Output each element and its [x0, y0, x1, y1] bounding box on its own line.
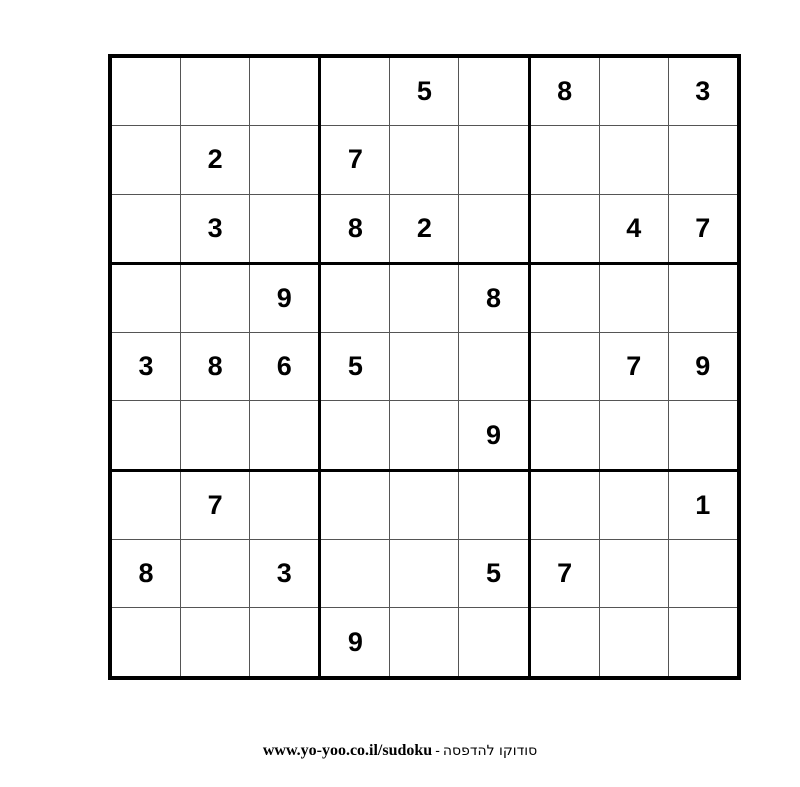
cell-r8c6[interactable] — [529, 608, 599, 678]
table-row — [110, 608, 739, 678]
cell-r3c2[interactable]: 9 — [250, 263, 320, 332]
cell-r5c5[interactable]: 9 — [459, 401, 529, 470]
cell-r5c2[interactable] — [250, 401, 320, 470]
cell-r8c0[interactable] — [110, 608, 181, 678]
cell-r1c7[interactable] — [599, 126, 668, 194]
cell-r6c8[interactable]: 1 — [668, 470, 739, 539]
cell-r4c5[interactable] — [459, 333, 529, 401]
cell-r1c6[interactable] — [529, 126, 599, 194]
cell-r0c4[interactable]: 5 — [390, 56, 459, 126]
cell-r0c1[interactable] — [181, 56, 250, 126]
cell-r0c7[interactable] — [599, 56, 668, 126]
cell-r6c3[interactable] — [320, 470, 390, 539]
cell-r2c3[interactable]: 8 — [320, 194, 390, 263]
cell-r7c2[interactable]: 3 — [250, 540, 320, 608]
cell-r4c6[interactable] — [529, 333, 599, 401]
footer-credit — [0, 742, 800, 760]
cell-r5c7[interactable] — [599, 401, 668, 470]
cell-r3c4[interactable] — [390, 263, 459, 332]
cell-r7c8[interactable] — [668, 540, 739, 608]
cell-r0c5[interactable] — [459, 56, 529, 126]
cell-r2c7[interactable]: 4 — [599, 194, 668, 263]
cell-r5c3[interactable] — [320, 401, 390, 470]
sudoku-grid-body — [110, 56, 739, 678]
cell-r6c5[interactable] — [459, 470, 529, 539]
cell-r1c4[interactable] — [390, 126, 459, 194]
cell-r3c7[interactable] — [599, 263, 668, 332]
footer-dash: - — [435, 742, 440, 758]
cell-r3c6[interactable] — [529, 263, 599, 332]
cell-r6c0[interactable] — [110, 470, 181, 539]
table-row — [110, 126, 739, 194]
table-row — [110, 333, 739, 401]
cell-r1c2[interactable] — [250, 126, 320, 194]
cell-r5c4[interactable] — [390, 401, 459, 470]
cell-r7c7[interactable] — [599, 540, 668, 608]
cell-r0c6[interactable]: 8 — [529, 56, 599, 126]
cell-r2c5[interactable] — [459, 194, 529, 263]
cell-r1c8[interactable] — [668, 126, 739, 194]
cell-r6c7[interactable] — [599, 470, 668, 539]
sudoku-board[interactable] — [108, 54, 721, 660]
cell-r7c3[interactable] — [320, 540, 390, 608]
cell-r0c3[interactable] — [320, 56, 390, 126]
table-row — [110, 56, 739, 126]
table-row — [110, 401, 739, 470]
table-row — [110, 540, 739, 608]
cell-r3c3[interactable] — [320, 263, 390, 332]
cell-r7c4[interactable] — [390, 540, 459, 608]
cell-r4c7[interactable]: 7 — [599, 333, 668, 401]
cell-r6c1[interactable]: 7 — [181, 470, 250, 539]
cell-r7c6[interactable]: 7 — [529, 540, 599, 608]
cell-r8c7[interactable] — [599, 608, 668, 678]
cell-r4c4[interactable] — [390, 333, 459, 401]
cell-r5c0[interactable] — [110, 401, 181, 470]
cell-r2c8[interactable]: 7 — [668, 194, 739, 263]
cell-r1c3[interactable]: 7 — [320, 126, 390, 194]
cell-r2c6[interactable] — [529, 194, 599, 263]
table-row — [110, 470, 739, 539]
cell-r4c8[interactable]: 9 — [668, 333, 739, 401]
cell-r0c8[interactable]: 3 — [668, 56, 739, 126]
cell-r7c0[interactable]: 8 — [110, 540, 181, 608]
cell-r0c0[interactable] — [110, 56, 181, 126]
cell-r6c4[interactable] — [390, 470, 459, 539]
cell-r5c6[interactable] — [529, 401, 599, 470]
cell-r1c0[interactable] — [110, 126, 181, 194]
cell-r2c1[interactable]: 3 — [181, 194, 250, 263]
cell-r4c1[interactable]: 8 — [181, 333, 250, 401]
cell-r2c4[interactable]: 2 — [390, 194, 459, 263]
cell-r8c3[interactable]: 9 — [320, 608, 390, 678]
cell-r4c0[interactable]: 3 — [110, 333, 181, 401]
table-row — [110, 194, 739, 263]
cell-r7c5[interactable]: 5 — [459, 540, 529, 608]
cell-r3c5[interactable]: 8 — [459, 263, 529, 332]
cell-r1c1[interactable]: 2 — [181, 126, 250, 194]
cell-r2c2[interactable] — [250, 194, 320, 263]
cell-r8c4[interactable] — [390, 608, 459, 678]
cell-r2c0[interactable] — [110, 194, 181, 263]
sudoku-grid[interactable] — [108, 54, 741, 680]
cell-r8c8[interactable] — [668, 608, 739, 678]
table-row — [110, 263, 739, 332]
cell-r8c1[interactable] — [181, 608, 250, 678]
cell-r4c2[interactable]: 6 — [250, 333, 320, 401]
cell-r4c3[interactable]: 5 — [320, 333, 390, 401]
cell-r5c8[interactable] — [668, 401, 739, 470]
cell-r3c1[interactable] — [181, 263, 250, 332]
footer-site-link[interactable]: www.yo-yoo.co.il/sudoku — [262, 742, 433, 759]
cell-r3c8[interactable] — [668, 263, 739, 332]
cell-r6c2[interactable] — [250, 470, 320, 539]
cell-r1c5[interactable] — [459, 126, 529, 194]
cell-r5c1[interactable] — [181, 401, 250, 470]
cell-r7c1[interactable] — [181, 540, 250, 608]
cell-r6c6[interactable] — [529, 470, 599, 539]
cell-r0c2[interactable] — [250, 56, 320, 126]
footer-hebrew-text: סודוקו להדפסה — [442, 743, 538, 759]
cell-r8c2[interactable] — [250, 608, 320, 678]
cell-r8c5[interactable] — [459, 608, 529, 678]
cell-r3c0[interactable] — [110, 263, 181, 332]
